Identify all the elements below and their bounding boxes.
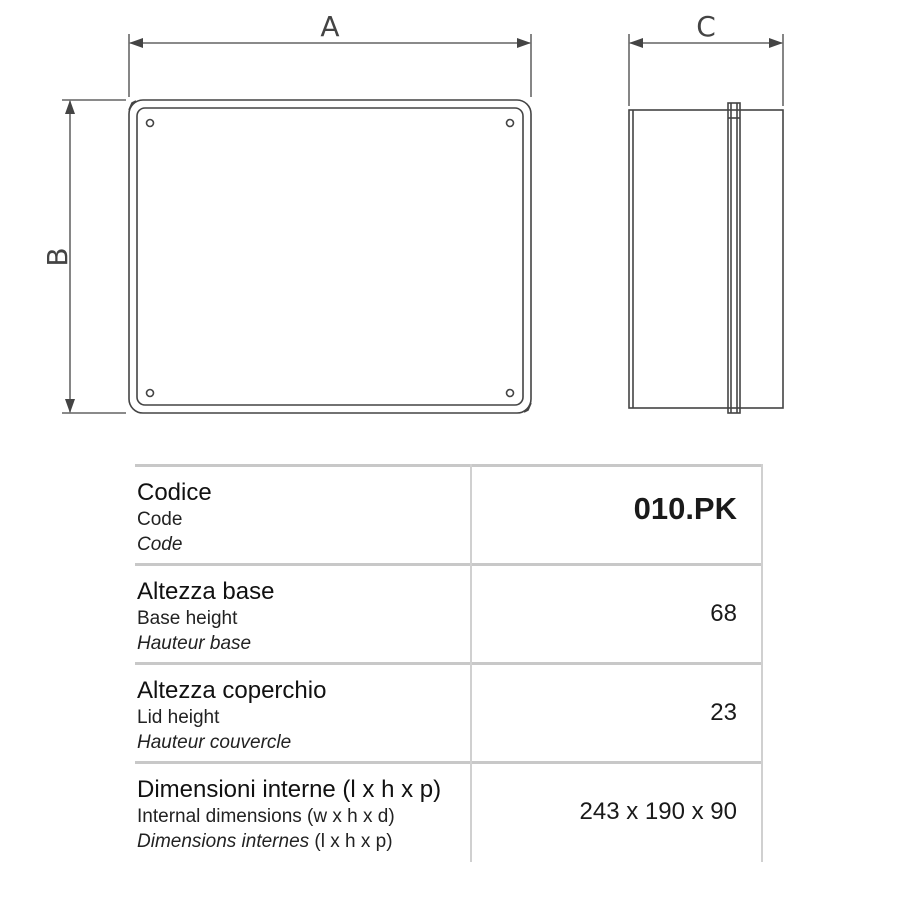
side-view: [629, 103, 783, 413]
label-italian: Altezza coperchio: [137, 677, 327, 704]
spec-table: [135, 464, 763, 862]
table-row-internal-dimensions: [135, 764, 763, 860]
dimension-b-label: B: [41, 247, 74, 267]
base-height-value: 68: [710, 600, 737, 627]
value-cell: [475, 566, 737, 662]
table-row-base-height: [135, 566, 763, 662]
label-english: Internal dimensions (w x h x d): [137, 806, 395, 827]
label-french: Hauteur base: [137, 633, 252, 654]
label-french: Code: [137, 534, 183, 555]
label-french-suffix: (l x h x p): [309, 831, 393, 852]
label-cell: [137, 764, 467, 860]
label-english: Base height: [137, 608, 238, 629]
label-english: Lid height: [137, 707, 220, 728]
dimension-a: [129, 34, 531, 97]
dimension-c-label: C: [696, 10, 716, 43]
label-french: Hauteur couvercle: [137, 732, 292, 753]
label-french: [137, 830, 393, 854]
table-row-lid-height: [135, 665, 763, 761]
dimension-a-label: A: [320, 10, 340, 43]
front-view: [129, 100, 531, 413]
dimension-c: [629, 34, 783, 106]
label-italian: Dimensioni interne (l x h x p): [137, 776, 442, 803]
value-cell: [475, 764, 737, 860]
internal-dimensions-value: 243 x 190 x 90: [579, 798, 737, 825]
label-cell: [137, 566, 467, 662]
label-italian: Codice: [137, 479, 212, 506]
lid-height-value: 23: [710, 699, 737, 726]
screw-holes: [147, 120, 514, 397]
label-french-italic: Dimensions internes: [137, 831, 310, 852]
value-cell: [475, 665, 737, 761]
label-italian: Altezza base: [137, 578, 275, 605]
table-row-code: [135, 467, 763, 563]
label-cell: [137, 467, 467, 563]
value-cell: [475, 467, 737, 563]
product-code: 010.PK: [633, 491, 737, 526]
label-english: Code: [137, 509, 183, 530]
label-cell: [137, 665, 467, 761]
